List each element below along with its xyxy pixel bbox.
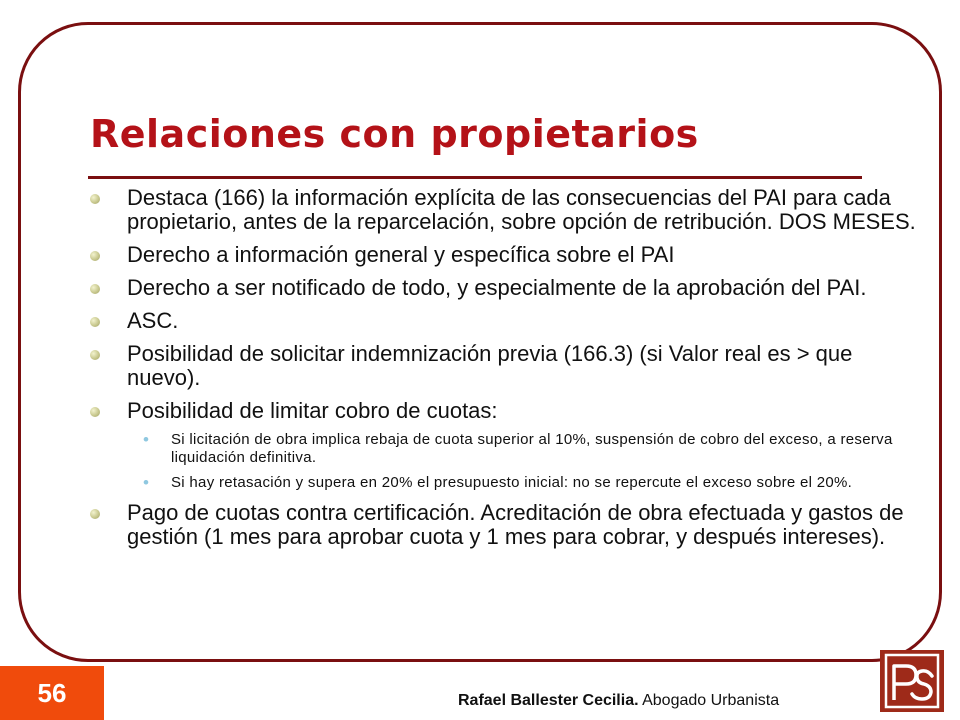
bullet-text: Derecho a ser notificado de todo, y especialmente de la aprobación del PAI. [127,275,867,300]
bullet-text: ASC. [127,308,179,333]
sub-bullet-list [127,431,930,492]
sub-bullet-text: Si hay retasación y supera en 20% el presupuesto inicial: no se repercute el exceso sobre el 20%. [171,474,853,491]
author-name: Rafael Ballester Cecilia [458,692,635,709]
bullet-item [90,501,930,549]
sub-bullet-item [127,431,930,467]
ps-logo-graphic [880,650,944,712]
bullet-text: Posibilidad de solicitar indemnización previa (166.3) (si Valor real es > que nuevo). [127,341,853,390]
round-bullet-icon [90,407,100,417]
bullet-item [90,399,930,492]
bullet-text: Pago de cuotas contra certificación. Acreditación de obra efectuada y gastos de gestión (1 mes para aprobar cuota y 1 mes para cobrar, y después intereses). [127,500,904,549]
round-bullet-icon [90,317,100,327]
bullet-text: Derecho a información general y específica sobre el PAI [127,242,675,267]
bullet-item [90,309,930,333]
bullet-item [90,342,930,390]
bullet-item [90,276,930,300]
round-bullet-icon [90,509,100,519]
round-bullet-icon [90,284,100,294]
sub-bullet-item [127,474,930,492]
round-bullet-icon [90,194,100,204]
round-bullet-icon [90,251,100,261]
bullet-item [90,186,930,234]
bullet-item [90,243,930,267]
page-number: 56 [0,666,104,720]
bullet-text: Destaca (166) la información explícita de las consecuencias del PAI para cada propietario, antes de la reparcelación, sobre opción de retribución. DOS MESES. [127,185,916,234]
footer-credit [458,692,779,710]
round-bullet-icon [90,350,100,360]
ps-logo-icon [880,650,944,712]
sub-bullet-text: Si licitación de obra implica rebaja de cuota superior al 10%, suspensión de cobro del exceso, a reserva liquidación definitiva. [171,431,893,466]
bullet-list [90,186,930,558]
slide-title: Relaciones con propietarios [90,112,699,156]
author-separator: . [634,692,639,709]
bullet-text: Posibilidad de limitar cobro de cuotas: [127,398,498,423]
small-dot-icon: • [143,430,150,449]
author-role: Abogado Urbanista [638,692,780,709]
small-dot-icon: • [143,473,150,492]
title-underline [88,176,862,179]
